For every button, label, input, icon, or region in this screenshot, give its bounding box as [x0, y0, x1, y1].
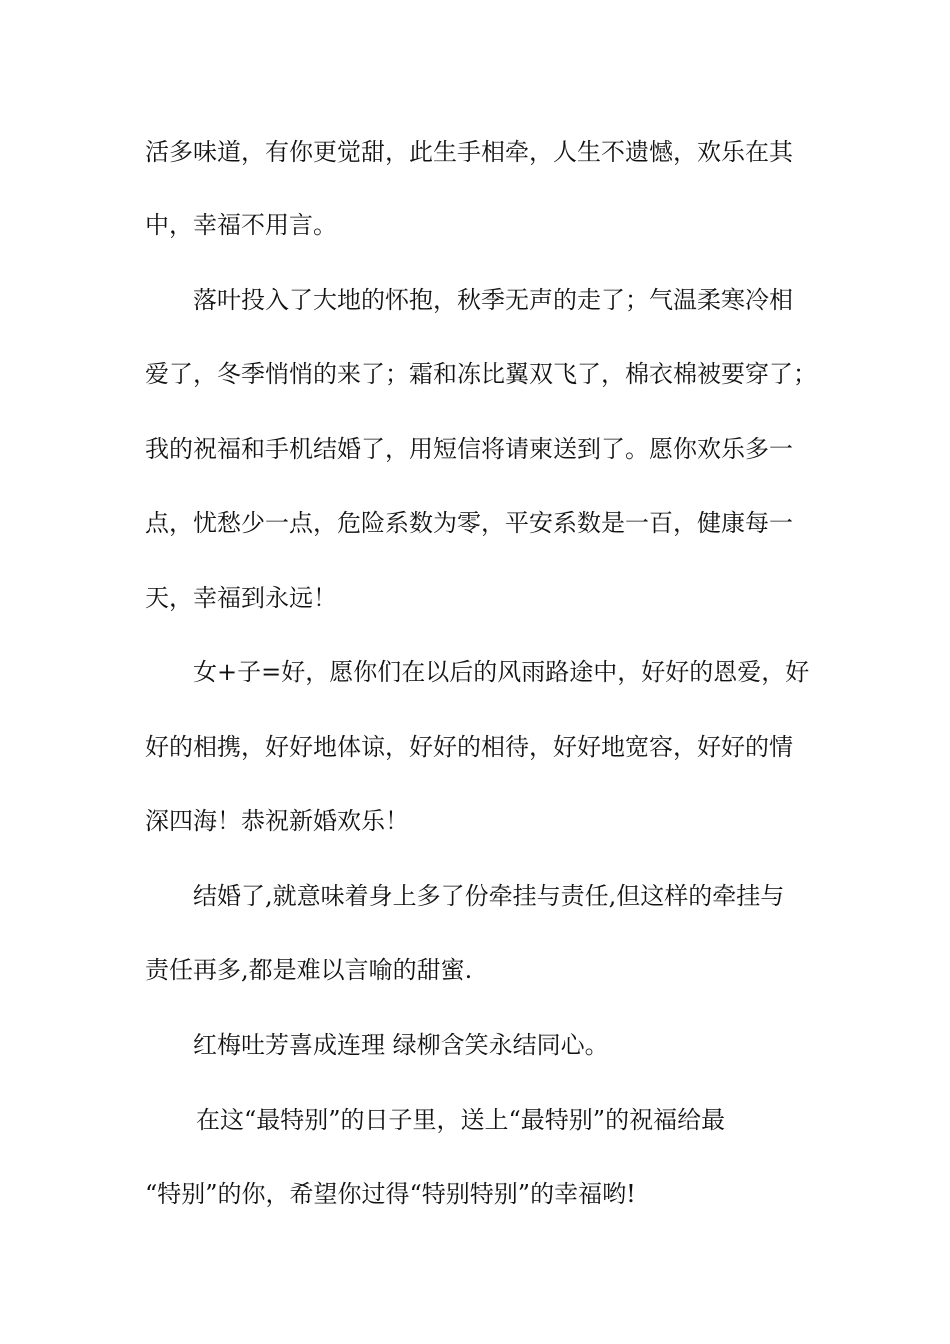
paragraph-line: 我的祝福和手机结婚了，用短信将请柬送到了。愿你欢乐多一 — [145, 435, 793, 463]
paragraph-line: 深四海！恭祝新婚欢乐！ — [145, 807, 409, 835]
paragraph-line: 红梅吐芳喜成连理 绿柳含笑永结同心。 — [193, 1031, 609, 1059]
paragraph-line: 活多味道，有你更觉甜，此生手相牵，人生不遗憾，欢乐在其 — [145, 138, 793, 166]
paragraph-line: 爱了，冬季悄悄的来了；霜和冻比翼双飞了，棉衣棉被要穿了； — [145, 360, 817, 388]
paragraph-line: 中，幸福不用言。 — [145, 211, 337, 239]
paragraph-line: 结婚了,就意味着身上多了份牵挂与责任,但这样的牵挂与 — [193, 882, 785, 910]
paragraph-line: 好的相携，好好地体谅，好好的相待，好好地宽容，好好的情 — [145, 733, 793, 761]
paragraph-line: 女+子=好，愿你们在以后的风雨路途中，好好的恩爱，好 — [193, 658, 810, 686]
paragraph-line: 点，忧愁少一点，危险系数为零，平安系数是一百，健康每一 — [145, 509, 793, 537]
paragraph-line: 天，幸福到永远！ — [145, 584, 337, 612]
paragraph-line: 责任再多,都是难以言喻的甜蜜. — [145, 956, 473, 984]
paragraph-line: 在这“最特别”的日子里，送上“最特别”的祝福给最 — [196, 1106, 726, 1134]
paragraph-line: “特别”的你，希望你过得“特别特别”的幸福哟! — [145, 1180, 636, 1208]
paragraph-line: 落叶投入了大地的怀抱，秋季无声的走了；气温柔寒冷相 — [193, 286, 793, 314]
